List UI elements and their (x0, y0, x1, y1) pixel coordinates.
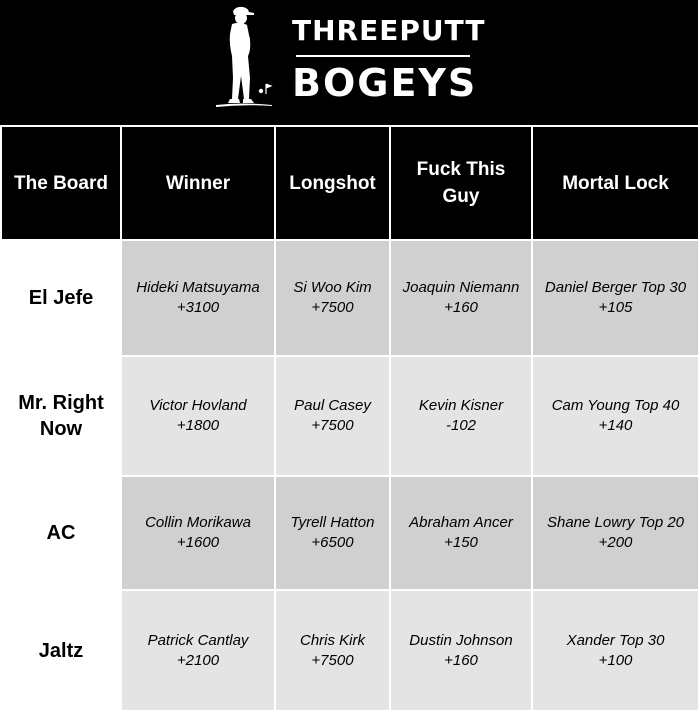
brand-divider (296, 55, 470, 57)
table-row (1, 590, 698, 711)
pick-player: Patrick Cantlay (147, 631, 249, 649)
pick-odds: +7500 (311, 651, 354, 669)
pick-odds: +7500 (311, 299, 354, 316)
pick-cell (121, 590, 275, 711)
header-row (1, 126, 698, 240)
pick-player: Daniel Berger Top 30 (544, 279, 687, 296)
pick-odds: +3100 (176, 299, 220, 316)
pick-odds: +1600 (176, 534, 220, 551)
pick-odds: +160 (444, 651, 478, 669)
pick-odds: -102 (445, 417, 477, 434)
row-header: Jaltz (1, 590, 121, 711)
table-row (1, 356, 698, 476)
pick-player: Abraham Ancer (409, 514, 513, 531)
pick-player: Shane Lowry Top 20 (546, 514, 685, 531)
column-header-longshot: Longshot (275, 126, 390, 240)
pick-odds: +6500 (311, 534, 354, 551)
pick-odds: +105 (598, 299, 633, 316)
pick-player: Victor Hovland (149, 397, 247, 414)
pick-player: Tyrell Hatton (290, 514, 375, 531)
pick-cell (532, 476, 698, 590)
pick-odds: +7500 (311, 417, 354, 434)
brand-title-top: THREEPUTT (292, 14, 486, 47)
pick-cell (532, 356, 698, 476)
pick-player: Chris Kirk (299, 631, 365, 649)
table-row (1, 476, 698, 590)
table-row (1, 240, 698, 356)
pick-cell (121, 476, 275, 590)
pick-player: Collin Morikawa (145, 514, 251, 531)
pick-player: Xander Top 30 (566, 631, 665, 649)
column-header-fade: Fuck This Guy (390, 126, 532, 240)
pick-odds: +1800 (176, 417, 220, 434)
pick-player: Si Woo Kim (293, 279, 372, 296)
pick-cell (390, 476, 532, 590)
pick-player: Hideki Matsuyama (136, 279, 260, 296)
pick-player: Kevin Kisner (418, 397, 504, 414)
row-header: El Jefe (1, 240, 121, 356)
picks-board (0, 125, 698, 712)
pick-player: Dustin Johnson (409, 631, 513, 649)
brand-header (0, 0, 698, 125)
pick-cell (275, 476, 390, 590)
golfer-silhouette-icon (214, 4, 274, 110)
pick-player: Cam Young Top 40 (551, 397, 680, 414)
row-header: Mr. Right Now (1, 356, 121, 476)
pick-odds: +140 (598, 417, 633, 434)
column-header-winner: Winner (121, 126, 275, 240)
pick-odds: +150 (444, 534, 478, 551)
pick-player: Joaquin Niemann (402, 279, 520, 296)
pick-odds: +2100 (176, 651, 220, 669)
brand-title-bottom: BOGEYS (292, 61, 478, 105)
pick-cell (390, 356, 532, 476)
pick-cell (275, 240, 390, 356)
pick-cell (532, 240, 698, 356)
pick-odds: +100 (598, 651, 633, 669)
column-header-mortal-lock: Mortal Lock (532, 126, 698, 240)
pick-odds: +160 (444, 299, 478, 316)
pick-cell (121, 356, 275, 476)
pick-cell (390, 240, 532, 356)
row-header: AC (1, 476, 121, 590)
corner-header: The Board (1, 126, 121, 240)
pick-cell (390, 590, 532, 711)
pick-player: Paul Casey (294, 397, 371, 414)
pick-odds: +200 (598, 534, 633, 551)
pick-cell (275, 590, 390, 711)
pick-cell (532, 590, 698, 711)
pick-cell (121, 240, 275, 356)
pick-cell (275, 356, 390, 476)
picks-table (0, 125, 698, 712)
